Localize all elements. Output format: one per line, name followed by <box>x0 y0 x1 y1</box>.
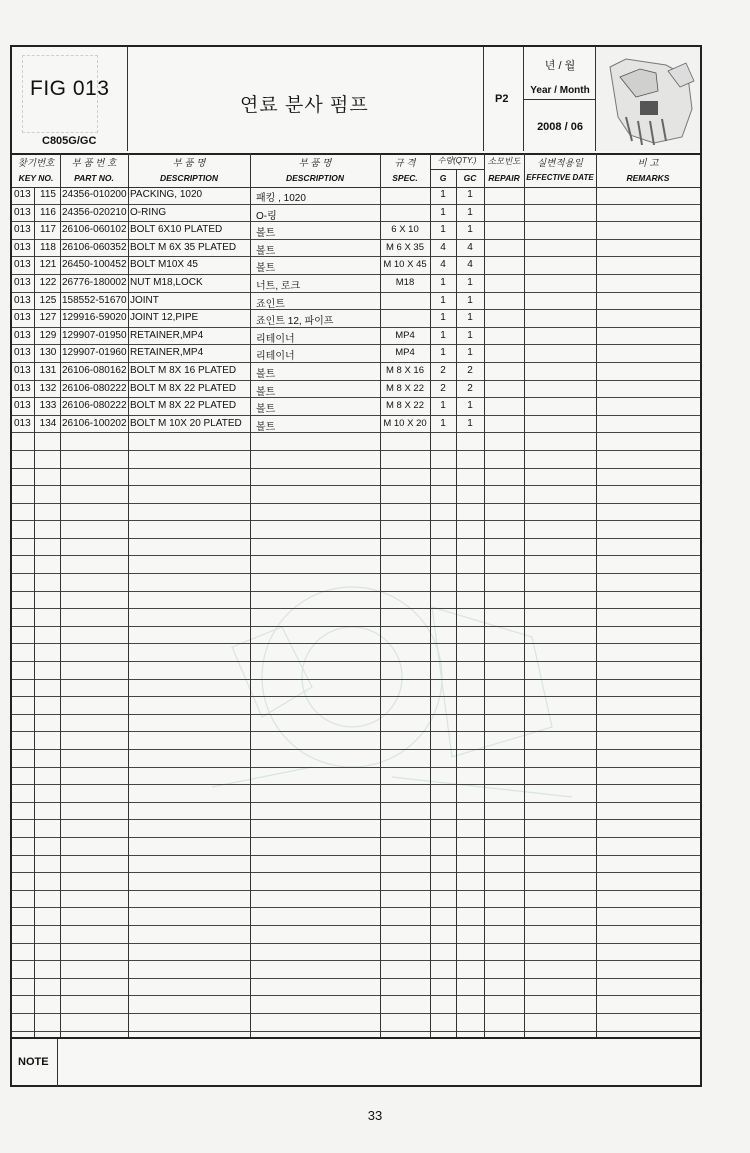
cell-desc-ko: 리테이너 <box>256 351 295 363</box>
cell-part: 26106-080222 <box>62 382 127 394</box>
cell-g: 4 <box>440 241 446 253</box>
cell-fig: 013 <box>14 294 31 306</box>
column-divider <box>380 153 381 1037</box>
cell-g: 1 <box>440 294 446 306</box>
cell-spec: MP4 <box>395 329 415 341</box>
cell-gc: 1 <box>467 417 473 429</box>
cell-fig: 013 <box>14 347 31 359</box>
cell-fig: 013 <box>14 329 31 341</box>
cell-part: 129907-01960 <box>62 347 127 359</box>
cell-part: 26106-100202 <box>62 417 127 429</box>
cell-desc: BOLT M 8X 16 PLATED <box>130 364 237 376</box>
cell-desc: NUT M18,LOCK <box>130 276 203 288</box>
cell-gc: 1 <box>467 206 473 218</box>
cell-desc: BOLT M 8X 22 PLATED <box>130 400 237 412</box>
cell-part: 158552-51670 <box>62 294 127 306</box>
cell-desc: BOLT M 8X 22 PLATED <box>130 382 237 394</box>
cell-g: 1 <box>440 400 446 412</box>
cell-gc: 4 <box>467 259 473 271</box>
cell-fig: 013 <box>14 276 31 288</box>
cell-g: 4 <box>440 259 446 271</box>
cell-part: 26776-180002 <box>62 276 127 288</box>
cell-spec: M 6 X 35 <box>385 241 425 253</box>
cell-g: 1 <box>440 417 446 429</box>
cell-fig: 013 <box>14 312 31 324</box>
col-key-ko: 찾기번호 <box>17 158 55 169</box>
col-repair-en: REPAIR <box>488 173 520 183</box>
year-month-label-en: Year / Month <box>530 85 590 96</box>
cell-spec: M 8 X 16 <box>385 364 425 376</box>
cell-desc: BOLT 6X10 PLATED <box>130 224 223 236</box>
cell-spec: M 8 X 22 <box>385 382 425 394</box>
cell-g: 1 <box>440 276 446 288</box>
col-effective-en: EFFECTIVE DATE <box>526 173 594 182</box>
cell-part: 26106-080162 <box>62 364 127 376</box>
cell-key: 117 <box>40 224 56 236</box>
cell-part: 26106-060352 <box>62 241 127 253</box>
cell-desc-ko: 너트, 로크 <box>256 280 301 292</box>
cell-gc: 1 <box>467 312 473 324</box>
cell-fig: 013 <box>14 206 31 218</box>
cell-g: 1 <box>440 347 446 359</box>
cell-spec: M18 <box>395 276 415 288</box>
cell-gc: 1 <box>467 400 473 412</box>
cell-spec: MP4 <box>395 347 415 359</box>
cell-desc: O-RING <box>130 206 167 218</box>
page-code: P2 <box>495 93 509 105</box>
column-divider <box>524 153 525 1037</box>
col-key-en: KEY NO. <box>18 173 54 183</box>
col-part-ko: 부 품 번 호 <box>71 158 117 169</box>
cell-gc: 1 <box>467 276 473 288</box>
cell-fig: 013 <box>14 417 31 429</box>
cell-key: 127 <box>39 312 57 324</box>
cell-g: 1 <box>440 224 446 236</box>
column-divider <box>250 153 251 1037</box>
col-qty-ko: 수량(QTY.) <box>437 156 477 165</box>
cell-gc: 1 <box>467 189 473 200</box>
cell-desc-ko: 죠인트 12, 파이프 <box>256 316 334 328</box>
machine-illustration <box>596 47 700 151</box>
cell-g: 1 <box>440 329 446 341</box>
cell-key: 116 <box>40 206 56 218</box>
page-code-box <box>484 47 524 151</box>
note-section <box>12 1037 700 1087</box>
figure-box <box>12 47 128 151</box>
cell-part: 26106-060102 <box>62 224 127 236</box>
cell-desc-ko: 볼트 <box>256 386 276 398</box>
cell-desc-ko: 볼트 <box>256 404 276 416</box>
year-month-label-ko: 년 / 월 <box>544 60 576 72</box>
page-number: 33 <box>367 1108 383 1123</box>
cell-spec: M 10 X 20 <box>383 417 427 429</box>
cell-spec: M 10 X 45 <box>383 259 427 271</box>
date-box <box>524 47 596 151</box>
cell-key: 115 <box>40 189 56 200</box>
cell-desc: RETAINER,MP4 <box>130 347 204 359</box>
cell-gc: 4 <box>467 241 473 253</box>
cell-key: 132 <box>39 382 57 394</box>
cell-key: 129 <box>39 329 57 341</box>
cell-part: 26450-100452 <box>62 259 127 271</box>
cell-desc-ko: O-링 <box>256 210 277 222</box>
column-divider <box>128 153 129 1037</box>
col-effective-ko: 실변적용일 <box>537 158 583 169</box>
note-label: NOTE <box>18 1056 49 1068</box>
cell-desc-ko: 볼트 <box>256 263 276 275</box>
cell-g: 2 <box>440 364 446 376</box>
sheet-header <box>12 47 700 155</box>
cell-desc: PACKING, 1020 <box>130 189 203 200</box>
cell-part: 24356-020210 <box>62 206 127 218</box>
cell-part: 129916-59020 <box>62 312 127 324</box>
cell-spec: 6 X 10 <box>391 224 419 236</box>
cell-desc-ko: 볼트 <box>256 245 276 257</box>
col-remarks-ko: 비 고 <box>637 158 659 169</box>
cell-desc: RETAINER,MP4 <box>130 329 204 341</box>
column-divider <box>484 153 485 1037</box>
col-desc-ko: 부 품 명 <box>172 158 206 169</box>
cell-key: 131 <box>39 364 57 376</box>
cell-desc-ko: 볼트 <box>256 228 276 240</box>
col-desc-en: DESCRIPTION <box>159 173 219 183</box>
figure-number: FIG 013 <box>30 77 110 100</box>
cell-key: 121 <box>39 259 57 271</box>
cell-g: 1 <box>440 312 446 324</box>
cell-desc-ko: 볼트 <box>256 421 276 433</box>
cell-desc: JOINT <box>130 294 159 306</box>
cell-fig: 013 <box>14 382 31 394</box>
cell-gc: 2 <box>467 364 473 376</box>
column-divider <box>34 187 35 1037</box>
cell-part: 129907-01950 <box>62 329 127 341</box>
cell-key: 130 <box>39 347 57 359</box>
cell-desc-ko: 패킹 , 1020 <box>256 193 306 204</box>
cell-gc: 1 <box>467 224 473 236</box>
page-title: 연료 분사 펌프 <box>240 95 369 116</box>
col-qty-g: G <box>439 173 447 183</box>
col-repair-ko: 소모빈도 <box>487 156 521 166</box>
col-desc2-en: DESCRIPTION <box>285 173 345 183</box>
col-remarks-en: REMARKS <box>626 173 670 183</box>
cell-fig: 013 <box>14 400 31 412</box>
cell-fig: 013 <box>14 259 31 271</box>
cell-gc: 1 <box>467 329 473 341</box>
cell-fig: 013 <box>14 224 31 236</box>
effective-date: 2008 / 06 <box>537 121 583 133</box>
cell-fig: 013 <box>14 241 31 253</box>
excavator-image <box>596 47 700 151</box>
col-spec-ko: 규 격 <box>394 158 416 169</box>
cell-desc-ko: 리테이너 <box>256 333 295 345</box>
col-qty-gc: GC <box>463 173 477 183</box>
cell-g: 2 <box>440 382 446 394</box>
note-label-box <box>12 1039 58 1087</box>
parts-sheet <box>10 45 702 1087</box>
col-desc2-ko: 부 품 명 <box>298 158 332 169</box>
cell-spec: M 8 X 22 <box>385 400 425 412</box>
cell-key: 125 <box>39 294 57 306</box>
cell-gc: 2 <box>467 382 473 394</box>
column-divider <box>430 153 431 1037</box>
column-divider <box>596 153 597 1037</box>
col-part-en: PART NO. <box>74 173 114 183</box>
cell-key: 118 <box>40 241 56 253</box>
column-divider <box>60 153 61 1037</box>
col-spec-en: SPEC. <box>392 173 418 183</box>
cell-desc: BOLT M 10X 20 PLATED <box>130 417 242 429</box>
cell-desc-ko: 죠인트 <box>256 298 285 310</box>
title-box <box>128 47 484 151</box>
cell-part: 26106-080222 <box>62 400 127 412</box>
cell-g: 1 <box>440 189 446 200</box>
cell-key: 122 <box>39 276 57 288</box>
cell-desc: BOLT M 6X 35 PLATED <box>130 241 237 253</box>
cell-key: 133 <box>39 400 57 412</box>
cell-gc: 1 <box>467 294 473 306</box>
cell-desc: JOINT 12,PIPE <box>130 312 199 324</box>
cell-fig: 013 <box>14 189 31 200</box>
cell-key: 134 <box>39 417 57 429</box>
cell-part: 24356-010200 <box>62 189 127 200</box>
cell-desc-ko: 볼트 <box>256 368 276 380</box>
column-divider <box>456 169 457 1037</box>
cell-g: 1 <box>440 206 446 218</box>
cell-fig: 013 <box>14 364 31 376</box>
cell-gc: 1 <box>467 347 473 359</box>
cell-desc: BOLT M10X 45 <box>130 259 198 271</box>
model-code: C805G/GC <box>42 135 97 147</box>
